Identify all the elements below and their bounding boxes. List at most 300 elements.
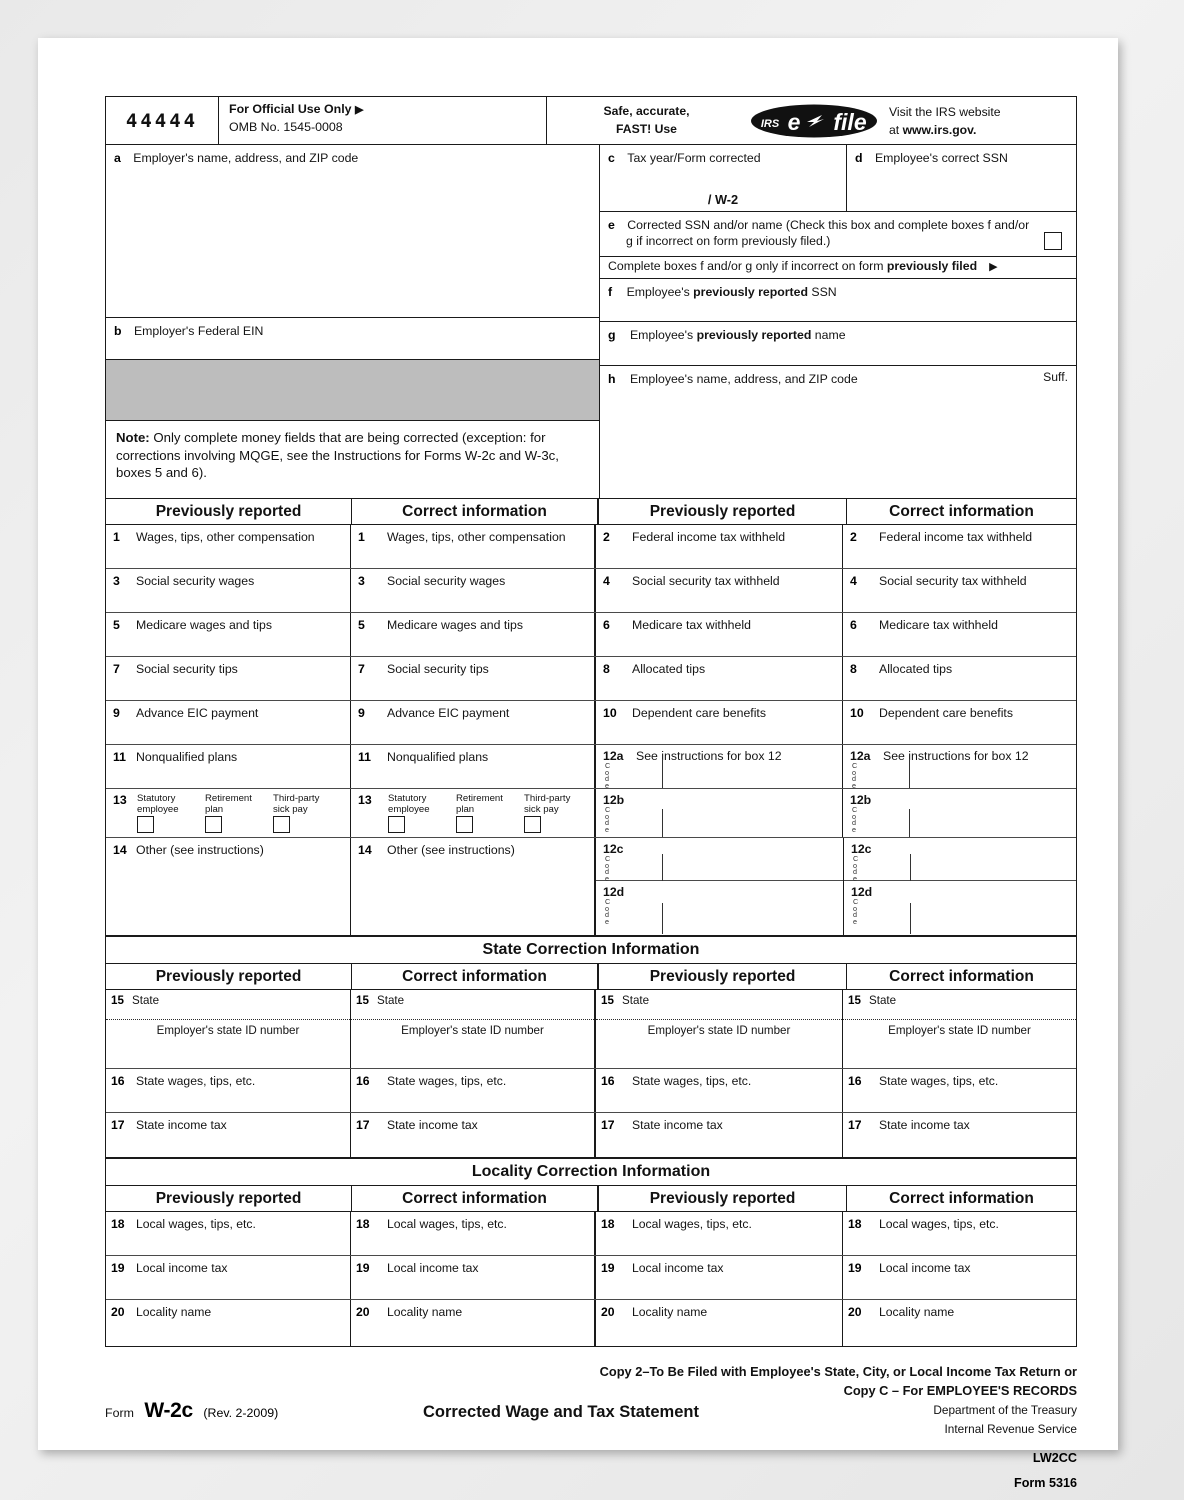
box-8-correct[interactable] bbox=[843, 657, 1076, 700]
box-19-label-2: Local income tax bbox=[632, 1261, 724, 1275]
box-12a-caption-c: See instructions for box 12 bbox=[883, 749, 1029, 763]
box-14-number-c: 14 bbox=[358, 843, 372, 857]
code-letter-e: e bbox=[605, 916, 609, 926]
money-fields-grid bbox=[105, 498, 1077, 1347]
box-5-correct[interactable] bbox=[351, 613, 596, 656]
box-13-retirement-checkbox[interactable] bbox=[205, 816, 222, 833]
employer-state-id-label: Employer's state ID number bbox=[156, 1024, 300, 1037]
retirement-line1: Retirement bbox=[205, 793, 252, 804]
statutory-line2: employee bbox=[388, 804, 430, 816]
box-9-prev[interactable] bbox=[106, 701, 351, 744]
box-9-number: 9 bbox=[113, 706, 120, 720]
complete-boxes-prefix: Complete boxes f and/or g only if incorrect on form bbox=[608, 259, 887, 273]
box-4-number-c: 4 bbox=[850, 574, 857, 588]
box-12c-tag-c: 12c bbox=[851, 842, 872, 856]
header-correct-info-1: Correct information bbox=[352, 499, 599, 524]
code-letter-o: o bbox=[853, 860, 857, 870]
box-18-correct-2[interactable] bbox=[843, 1212, 1076, 1255]
box-d-label-row bbox=[847, 145, 1076, 167]
box-18-prev-2[interactable] bbox=[596, 1212, 843, 1255]
box-4-correct[interactable] bbox=[843, 569, 1076, 612]
code-letter-d: d bbox=[605, 774, 609, 784]
box-16-prev[interactable] bbox=[106, 1069, 351, 1112]
employer-state-id-label-c2: Employer's state ID number bbox=[888, 1024, 1031, 1037]
box-13-prev[interactable] bbox=[106, 789, 351, 837]
box-7-correct[interactable] bbox=[351, 657, 596, 700]
money-row-14-12cd bbox=[106, 838, 1076, 937]
box-15-dotted-divider-c2 bbox=[843, 1019, 1076, 1020]
box-19-number-2: 19 bbox=[601, 1261, 615, 1275]
box-4-prev[interactable] bbox=[596, 569, 843, 612]
box-b-employer-ein[interactable] bbox=[106, 318, 599, 360]
box-12b-correct[interactable] bbox=[843, 789, 1076, 837]
svg-text:file: file bbox=[832, 108, 867, 135]
box-15-dotted-divider bbox=[106, 1019, 350, 1020]
box-c-letter: c bbox=[608, 151, 615, 165]
box-g-label bbox=[630, 328, 846, 342]
box-15-label-c2: State bbox=[869, 994, 897, 1007]
box-8-number-c: 8 bbox=[850, 662, 857, 676]
box-12d-prev[interactable] bbox=[596, 881, 843, 934]
box-g-previously-reported-name[interactable] bbox=[600, 322, 1076, 366]
copy-info-block bbox=[600, 1363, 1077, 1490]
form-identifier-block bbox=[105, 1399, 278, 1423]
thirdparty-line1: Third-party bbox=[273, 793, 320, 804]
note-block bbox=[106, 421, 599, 490]
box-2-correct[interactable] bbox=[843, 525, 1076, 568]
control-number-value: 44444 bbox=[125, 109, 199, 132]
code-letter-c: C bbox=[853, 854, 859, 863]
box-17-correct-2[interactable] bbox=[843, 1113, 1076, 1157]
box-15-number-c2: 15 bbox=[848, 994, 861, 1007]
money-row-3-4 bbox=[106, 569, 1076, 613]
official-use-box bbox=[219, 97, 546, 144]
omb-number: OMB No. 1545-0008 bbox=[229, 120, 343, 134]
box-7-label-c: Social security tips bbox=[387, 662, 489, 676]
box-17-label-c2: State income tax bbox=[879, 1118, 970, 1132]
locality-header-row bbox=[106, 1186, 1076, 1212]
box-h-employee-name-address[interactable] bbox=[600, 366, 1076, 498]
box-10-correct[interactable] bbox=[843, 701, 1076, 744]
code-letter-o: o bbox=[605, 767, 609, 777]
box-18-label-c2: Local wages, tips, etc. bbox=[879, 1217, 999, 1231]
locality-row-20 bbox=[106, 1300, 1076, 1346]
box-15-correct-2[interactable] bbox=[843, 990, 1076, 1068]
box-12c-12d-prev-stack bbox=[596, 838, 844, 935]
box-e-checkbox[interactable] bbox=[1044, 232, 1062, 250]
code-letter-e: e bbox=[853, 873, 857, 883]
vendor-form-number-label: Form 5316 bbox=[1014, 1475, 1077, 1490]
box-2-number: 2 bbox=[603, 530, 610, 544]
box-12b-tag-c: 12b bbox=[850, 793, 872, 807]
box-d-letter: d bbox=[855, 151, 863, 165]
product-code-label: LW2CC bbox=[1032, 1450, 1077, 1465]
box-5-number-c: 5 bbox=[358, 618, 365, 632]
state-header-correct-2: Correct information bbox=[889, 968, 1034, 985]
box-12b-code-divider bbox=[662, 809, 663, 837]
box-b-letter: b bbox=[114, 324, 122, 338]
box-12d-code-divider-c bbox=[910, 903, 911, 934]
safe-line-2: FAST! Use bbox=[616, 121, 677, 136]
form-header-strip bbox=[105, 96, 1077, 144]
code-letter-c: C bbox=[605, 761, 611, 770]
code-letter-e: e bbox=[852, 824, 856, 834]
locality-header-prev-1: Previously reported bbox=[106, 1186, 352, 1211]
state-header-prev-2: Previously reported bbox=[599, 964, 847, 989]
box-12b-code-divider-c bbox=[909, 809, 910, 837]
box-14-number: 14 bbox=[113, 843, 127, 857]
control-number-box[interactable] bbox=[106, 97, 219, 144]
box-14-correct[interactable] bbox=[351, 838, 596, 935]
copy-2-label: Copy 2–To Be Filed with Employee's State, City, or Local Income Tax Return or bbox=[599, 1364, 1077, 1379]
box-f-prefix: Employee's bbox=[626, 285, 694, 299]
box-h-suffix-label: Suff. bbox=[1043, 370, 1068, 384]
box-13-retirement-label bbox=[205, 793, 252, 815]
box-f-previously-reported-ssn[interactable] bbox=[600, 279, 1076, 322]
official-use-label: For Official Use Only bbox=[229, 102, 352, 116]
box-15-dotted-divider-2 bbox=[596, 1019, 842, 1020]
box-6-label-c: Medicare tax withheld bbox=[879, 618, 998, 632]
box-19-correct[interactable] bbox=[351, 1256, 596, 1299]
code-letter-e: e bbox=[605, 780, 609, 790]
box-f-label-row bbox=[600, 279, 1076, 301]
box-12a-tag: 12a bbox=[603, 749, 624, 763]
box-19-label-c2: Local income tax bbox=[879, 1261, 971, 1275]
code-letter-o: o bbox=[852, 811, 856, 821]
box-15-correct[interactable] bbox=[351, 990, 596, 1068]
box-10-label-c: Dependent care benefits bbox=[879, 706, 1013, 720]
box-12d-code-label-c bbox=[853, 899, 858, 926]
box-h-letter: h bbox=[608, 372, 616, 386]
identification-block bbox=[105, 144, 1077, 498]
employee-column bbox=[600, 145, 1076, 498]
box-16-label: State wages, tips, etc. bbox=[136, 1074, 256, 1088]
box-12b-tag: 12b bbox=[603, 793, 625, 807]
money-row-1-2 bbox=[106, 525, 1076, 569]
box-g-suffix: name bbox=[811, 328, 846, 342]
box-e-corrected-ssn-name bbox=[600, 212, 1076, 257]
form-footer bbox=[105, 1363, 1077, 1490]
box-19-label: Local income tax bbox=[136, 1261, 228, 1275]
box-12a-correct[interactable] bbox=[843, 745, 1076, 788]
box-12c-code-divider bbox=[662, 854, 663, 881]
box-7-number: 7 bbox=[113, 662, 120, 676]
locality-header-correct-1: Correct information bbox=[352, 1186, 599, 1211]
irs-website-line-1: Visit the IRS website bbox=[889, 105, 1001, 119]
box-12a-code-divider-c bbox=[909, 759, 910, 788]
header-correct-info-2: Correct information bbox=[889, 503, 1034, 520]
box-16-correct-2[interactable] bbox=[843, 1069, 1076, 1112]
box-17-prev-2[interactable] bbox=[596, 1113, 843, 1157]
box-19-number-c2: 19 bbox=[848, 1261, 862, 1275]
code-letter-c: C bbox=[605, 897, 611, 906]
box-12c-prev[interactable] bbox=[596, 838, 843, 881]
box-10-prev[interactable] bbox=[596, 701, 843, 744]
box-19-number-c: 19 bbox=[356, 1261, 370, 1275]
box-5-label-c: Medicare wages and tips bbox=[387, 618, 524, 632]
code-letter-e: e bbox=[852, 780, 856, 790]
right-arrow-icon: ▶ bbox=[355, 104, 364, 116]
box-17-label: State income tax bbox=[136, 1118, 227, 1132]
box-17-number: 17 bbox=[111, 1118, 125, 1132]
box-15-prev-2[interactable] bbox=[596, 990, 843, 1068]
retirement-line2: plan bbox=[456, 804, 475, 816]
box-c-form-value: / W-2 bbox=[707, 192, 739, 207]
box-10-label: Dependent care benefits bbox=[632, 706, 766, 720]
box-18-number-2: 18 bbox=[601, 1217, 615, 1231]
box-17-label-2: State income tax bbox=[632, 1118, 723, 1132]
irs-efile-logo-icon bbox=[750, 103, 878, 139]
code-letter-e: e bbox=[605, 824, 609, 834]
box-12c-correct[interactable] bbox=[844, 838, 1076, 881]
note-text: Only complete money fields that are being corrected (exception: for corrections involving MQGE, see the Instructions for Forms W-2c and W-3c, boxes 5 and 6). bbox=[116, 430, 559, 481]
box-17-prev[interactable] bbox=[106, 1113, 351, 1157]
box-17-correct[interactable] bbox=[351, 1113, 596, 1157]
box-d-employee-correct-ssn[interactable] bbox=[847, 145, 1076, 211]
box-13-thirdparty-label-c bbox=[524, 793, 570, 815]
copy-c-label: Copy C – For EMPLOYEE'S RECORDS bbox=[843, 1382, 1077, 1398]
box-f-suffix: SSN bbox=[807, 285, 837, 299]
box-12a-code-label-c bbox=[852, 763, 857, 790]
irs-website-box bbox=[881, 97, 1076, 144]
box-8-prev[interactable] bbox=[596, 657, 843, 700]
thirdparty-line2: sick pay bbox=[273, 804, 308, 816]
box-e-label-line2: g if incorrect on form previously filed.) bbox=[626, 234, 831, 248]
box-15-label: State bbox=[132, 994, 160, 1007]
box-c-tax-year-form-corrected[interactable] bbox=[600, 145, 847, 211]
box-1-correct[interactable] bbox=[351, 525, 596, 568]
money-row-5-6 bbox=[106, 613, 1076, 657]
box-g-bold: previously reported bbox=[696, 328, 812, 342]
box-16-number-c: 16 bbox=[356, 1074, 370, 1088]
box-11-correct[interactable] bbox=[351, 745, 596, 788]
box-1-prev[interactable] bbox=[106, 525, 351, 568]
box-d-label: Employee's correct SSN bbox=[874, 151, 1008, 165]
header-prev-reported-1: Previously reported bbox=[106, 499, 352, 524]
box-16-number-c2: 16 bbox=[848, 1074, 862, 1088]
box-13-retirement-checkbox-c[interactable] bbox=[456, 816, 473, 833]
retirement-line2: plan bbox=[205, 804, 224, 816]
box-10-number: 10 bbox=[603, 706, 617, 720]
box-a-label-row bbox=[106, 145, 599, 167]
box-13-retirement-label-c bbox=[456, 793, 503, 815]
box-12b-code-label bbox=[605, 807, 610, 834]
box-4-number: 4 bbox=[603, 574, 610, 588]
box-20-number-2: 20 bbox=[601, 1305, 615, 1319]
box-19-correct-2[interactable] bbox=[843, 1256, 1076, 1299]
box-13-statutory-checkbox[interactable] bbox=[137, 816, 154, 833]
state-correction-title: State Correction Information bbox=[106, 937, 1076, 964]
box-13-statutory-checkbox-c[interactable] bbox=[388, 816, 405, 833]
box-5-number: 5 bbox=[113, 618, 120, 632]
safe-line-1: Safe, accurate, bbox=[603, 103, 690, 118]
box-5-label: Medicare wages and tips bbox=[136, 618, 273, 632]
box-6-label: Medicare tax withheld bbox=[632, 618, 751, 632]
box-3-prev[interactable] bbox=[106, 569, 351, 612]
complete-boxes-text bbox=[600, 257, 1076, 275]
box-12d-tag-c: 12d bbox=[851, 885, 873, 899]
box-3-number: 3 bbox=[113, 574, 120, 588]
box-b-label-row bbox=[106, 318, 599, 340]
box-12c-12d-correct-stack bbox=[844, 838, 1076, 935]
irs-website-url[interactable]: www.irs.gov. bbox=[902, 122, 977, 137]
box-f-letter: f bbox=[608, 285, 613, 299]
box-3-label: Social security wages bbox=[136, 574, 255, 588]
code-letter-d: d bbox=[853, 867, 857, 877]
box-11-number-c: 11 bbox=[358, 750, 371, 764]
box-18-correct[interactable] bbox=[351, 1212, 596, 1255]
box-11-label-c: Nonqualified plans bbox=[387, 750, 489, 764]
code-letter-c: C bbox=[852, 805, 858, 814]
state-row-16 bbox=[106, 1069, 1076, 1113]
locality-correction-title: Locality Correction Information bbox=[106, 1159, 1076, 1186]
box-b-label: Employer's Federal EIN bbox=[133, 324, 264, 338]
box-f-label bbox=[627, 285, 837, 299]
state-header-correct-1: Correct information bbox=[352, 964, 599, 989]
employer-state-id-label-c: Employer's state ID number bbox=[401, 1024, 544, 1037]
box-12b-prev[interactable] bbox=[596, 789, 843, 837]
statutory-line2: employee bbox=[137, 804, 179, 816]
box-12a-prev[interactable] bbox=[596, 745, 843, 788]
box-10-number-c: 10 bbox=[850, 706, 864, 720]
paper-sheet bbox=[38, 38, 1118, 1490]
complete-boxes-bold: previously filed bbox=[886, 259, 978, 273]
box-e-label-line1: Corrected SSN and/or name (Check this box and complete boxes f and/or bbox=[627, 218, 1030, 232]
form-revision-label: (Rev. 2-2009) bbox=[203, 1406, 279, 1420]
state-row-17 bbox=[106, 1113, 1076, 1159]
state-header-row bbox=[106, 964, 1076, 990]
box-9-correct[interactable] bbox=[351, 701, 596, 744]
irs-efile-logo-container bbox=[746, 97, 881, 144]
box-13-statutory-label-c bbox=[388, 793, 430, 815]
box-11-prev[interactable] bbox=[106, 745, 351, 788]
box-19-number: 19 bbox=[111, 1261, 125, 1275]
box-20-label-c: Locality name bbox=[387, 1305, 463, 1319]
code-letter-o: o bbox=[852, 767, 856, 777]
box-14-prev[interactable] bbox=[106, 838, 351, 935]
box-18-number-c2: 18 bbox=[848, 1217, 862, 1231]
box-12c-code-divider-c bbox=[910, 854, 911, 881]
box-12d-correct[interactable] bbox=[844, 881, 1076, 934]
code-letter-e: e bbox=[853, 916, 857, 926]
box-13-correct[interactable] bbox=[351, 789, 596, 837]
box-16-correct[interactable] bbox=[351, 1069, 596, 1112]
box-20-prev[interactable] bbox=[106, 1300, 351, 1346]
box-17-number-2: 17 bbox=[601, 1118, 615, 1132]
retirement-line1: Retirement bbox=[456, 793, 503, 804]
box-7-label: Social security tips bbox=[136, 662, 238, 676]
box-15-prev[interactable] bbox=[106, 990, 351, 1068]
box-12a-code-label bbox=[605, 763, 610, 790]
code-letter-d: d bbox=[852, 818, 856, 828]
box-h-label: Employee's name, address, and ZIP code bbox=[629, 372, 858, 386]
box-12d-code-divider bbox=[662, 903, 663, 934]
irs-website-line-2 bbox=[889, 122, 1076, 140]
svg-text:e: e bbox=[787, 108, 800, 135]
note-bold-label: Note: bbox=[116, 430, 150, 445]
code-letter-d: d bbox=[605, 867, 609, 877]
complete-boxes-instruction bbox=[600, 257, 1076, 279]
form-word-label: Form bbox=[105, 1406, 134, 1420]
box-15-number: 15 bbox=[111, 994, 124, 1007]
box-12c-tag: 12c bbox=[603, 842, 624, 856]
box-20-correct[interactable] bbox=[351, 1300, 596, 1346]
header-prev-reported-2: Previously reported bbox=[599, 499, 847, 524]
box-4-label-c: Social security tax withheld bbox=[879, 574, 1027, 588]
box-13-statutory-label bbox=[137, 793, 179, 815]
box-11-number: 11 bbox=[113, 750, 126, 764]
irs-label: Internal Revenue Service bbox=[944, 1422, 1077, 1437]
boxes-c-d-row bbox=[600, 145, 1076, 212]
box-7-prev[interactable] bbox=[106, 657, 351, 700]
code-letter-c: C bbox=[852, 761, 858, 770]
box-14-label-c: Other (see instructions) bbox=[387, 843, 515, 857]
box-12a-tag-c: 12a bbox=[850, 749, 871, 763]
box-3-label-c: Social security wages bbox=[387, 574, 506, 588]
box-h-label-row bbox=[600, 366, 1076, 388]
box-13-thirdparty-checkbox-c[interactable] bbox=[524, 816, 541, 833]
box-2-prev[interactable] bbox=[596, 525, 843, 568]
box-2-label-c: Federal income tax withheld bbox=[879, 530, 1033, 544]
box-9-label-c: Advance EIC payment bbox=[387, 706, 510, 720]
box-e-letter: e bbox=[608, 218, 615, 232]
box-18-prev[interactable] bbox=[106, 1212, 351, 1255]
box-18-label-2: Local wages, tips, etc. bbox=[632, 1217, 752, 1231]
code-letter-o: o bbox=[605, 903, 609, 913]
box-19-prev-2[interactable] bbox=[596, 1256, 843, 1299]
box-7-number-c: 7 bbox=[358, 662, 365, 676]
box-16-number: 16 bbox=[111, 1074, 125, 1088]
box-12a-caption: See instructions for box 12 bbox=[636, 749, 782, 763]
box-12b-code-label-c bbox=[852, 807, 857, 834]
box-16-prev-2[interactable] bbox=[596, 1069, 843, 1112]
statutory-line1: Statutory bbox=[388, 793, 427, 804]
box-20-prev-2[interactable] bbox=[596, 1300, 843, 1346]
box-20-correct-2[interactable] bbox=[843, 1300, 1076, 1346]
box-13-thirdparty-checkbox[interactable] bbox=[273, 816, 290, 833]
box-4-label: Social security tax withheld bbox=[632, 574, 780, 588]
box-a-employer-name-address[interactable] bbox=[106, 145, 599, 318]
code-letter-c: C bbox=[605, 805, 611, 814]
safe-accurate-fast-box bbox=[546, 97, 746, 144]
box-15-label-c: State bbox=[377, 994, 405, 1007]
code-letter-d: d bbox=[605, 910, 609, 920]
box-19-prev[interactable] bbox=[106, 1256, 351, 1299]
box-5-prev[interactable] bbox=[106, 613, 351, 656]
box-9-number-c: 9 bbox=[358, 706, 365, 720]
box-8-label-c: Allocated tips bbox=[879, 662, 953, 676]
box-13-number-c: 13 bbox=[358, 793, 372, 807]
treasury-department-label: Department of the Treasury bbox=[933, 1403, 1077, 1418]
money-row-9-10 bbox=[106, 701, 1076, 745]
box-c-label: Tax year/Form corrected bbox=[627, 151, 761, 165]
box-a-letter: a bbox=[114, 151, 121, 165]
box-18-number-c: 18 bbox=[356, 1217, 370, 1231]
box-12d-code-label bbox=[605, 899, 610, 926]
box-e-label-row bbox=[600, 212, 1076, 234]
locality-header-prev-2: Previously reported bbox=[599, 1186, 847, 1211]
code-letter-d: d bbox=[853, 910, 857, 920]
box-g-letter: g bbox=[608, 328, 616, 342]
box-6-correct[interactable] bbox=[843, 613, 1076, 656]
box-1-number: 1 bbox=[113, 530, 120, 544]
box-18-label: Local wages, tips, etc. bbox=[136, 1217, 256, 1231]
box-3-correct[interactable] bbox=[351, 569, 596, 612]
box-6-number-c: 6 bbox=[850, 618, 857, 632]
statutory-line1: Statutory bbox=[137, 793, 176, 804]
thirdparty-line1: Third-party bbox=[524, 793, 571, 804]
box-6-prev[interactable] bbox=[596, 613, 843, 656]
